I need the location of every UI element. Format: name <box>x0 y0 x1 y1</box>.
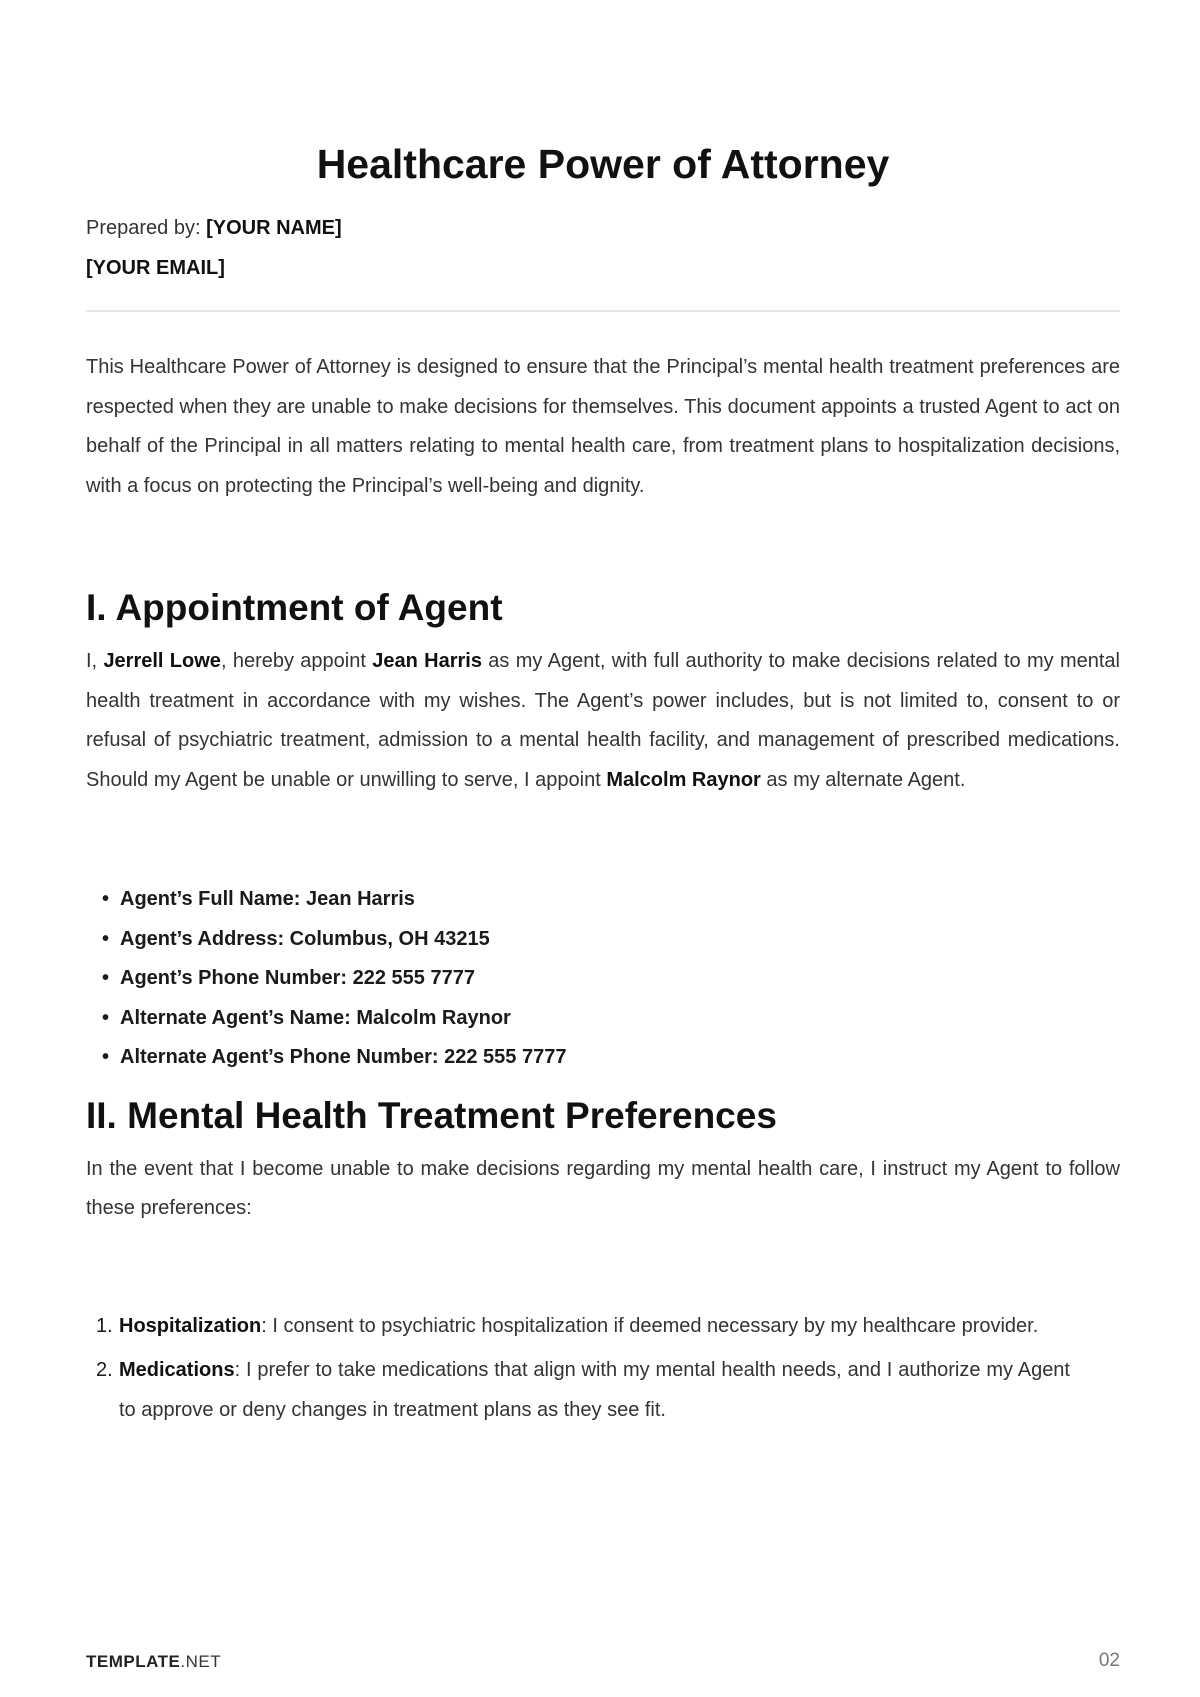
bullet-icon: • <box>102 967 110 989</box>
document-title: Healthcare Power of Attorney <box>316 141 890 187</box>
preference-term: Hospitalization <box>119 1314 262 1337</box>
section-1-text-d: as my alternate Agent. <box>760 768 966 791</box>
list-item <box>102 880 1120 920</box>
agent-detail-text: Agent’s Phone Number: 222 555 7777 <box>120 967 475 989</box>
document-page <box>86 0 1120 1435</box>
footer-brand-bold: TEMPLATE <box>86 1652 181 1671</box>
list-item <box>86 1307 1120 1347</box>
section-1-paragraph <box>86 642 1120 800</box>
agent-detail-text: Alternate Agent’s Name: Malcolm Raynor <box>120 1006 511 1029</box>
bullet-icon: • <box>102 927 110 950</box>
section-2-paragraph: In the event that I become unable to make decisions regarding my mental health care, I instruct my Agent to follow these preferences: <box>86 1157 1120 1219</box>
agent-detail-text: Agent’s Full Name: Jean Harris <box>120 888 415 910</box>
page-number: 02 <box>1098 1650 1120 1671</box>
list-item <box>102 959 1120 999</box>
prepared-by-name: [YOUR NAME] <box>206 217 342 239</box>
intro-paragraph: This Healthcare Power of Attorney is designed to ensure that the Principal’s mental health treatment preferences are respected when they are unable to make decisions for themselves. This document appoints a trusted Agent to act on behalf of the Principal in all matters relating to mental health care, from treatment plans to hospitalization decisions, with a focus on protecting the Principal’s well-being and dignity. <box>86 356 1120 497</box>
prepared-by-label: Prepared by: <box>86 217 201 239</box>
list-number: 1. <box>96 1314 113 1337</box>
agent-details-list <box>86 880 1120 1078</box>
agent-detail-text: Alternate Agent’s Phone Number: 222 555 7777 <box>120 1046 567 1068</box>
section-1-heading: I. Appointment of Agent <box>86 587 503 628</box>
section-1-text-c: as my Agent, with full authority to make decisions related to my mental health treatment in accordance with my wishes. The Agent’s power includes, but is not limited to, consent to or refusal of psychiatric treatment, admission to a mental health facility, and management of prescribed medications. Should my Agent be unable or unwilling to serve, I appoint <box>86 650 1120 791</box>
agent-name: Jean Harris <box>372 650 482 672</box>
preference-term: Medications <box>119 1359 235 1381</box>
list-item <box>102 920 1120 960</box>
agent-detail-text: Agent’s Address: Columbus, OH 43215 <box>120 927 490 950</box>
bullet-icon: • <box>102 888 110 910</box>
treatment-preferences-list <box>86 1307 1120 1431</box>
header-divider <box>86 310 1120 312</box>
list-item <box>102 999 1120 1039</box>
alternate-agent-name: Malcolm Raynor <box>606 768 761 791</box>
prepared-by-email: [YOUR EMAIL] <box>86 257 225 279</box>
section-1-text-a: I, <box>86 650 104 672</box>
preference-text: : I consent to psychiatric hospitalization if deemed necessary by my healthcare provider. <box>261 1314 1039 1337</box>
preference-text: : I prefer to take medications that align with my mental health needs, and I authorize my Agent to approve or deny changes in treatment plans as they see fit. <box>119 1359 1070 1421</box>
prepared-by-block <box>86 208 1120 288</box>
list-number: 2. <box>96 1359 113 1381</box>
footer-brand-logo <box>86 1652 221 1672</box>
principal-name: Jerrell Lowe <box>103 650 221 672</box>
list-item <box>86 1351 1120 1430</box>
prepared-by-line <box>86 208 1120 248</box>
bullet-icon: • <box>102 1006 110 1029</box>
footer-brand-rest: .NET <box>180 1652 222 1671</box>
list-item <box>102 1038 1120 1078</box>
bullet-icon: • <box>102 1046 110 1068</box>
section-1-text-b: , hereby appoint <box>220 650 373 672</box>
section-2-heading: II. Mental Health Treatment Preferences <box>86 1094 777 1136</box>
prepared-by-email-line <box>86 248 1120 288</box>
